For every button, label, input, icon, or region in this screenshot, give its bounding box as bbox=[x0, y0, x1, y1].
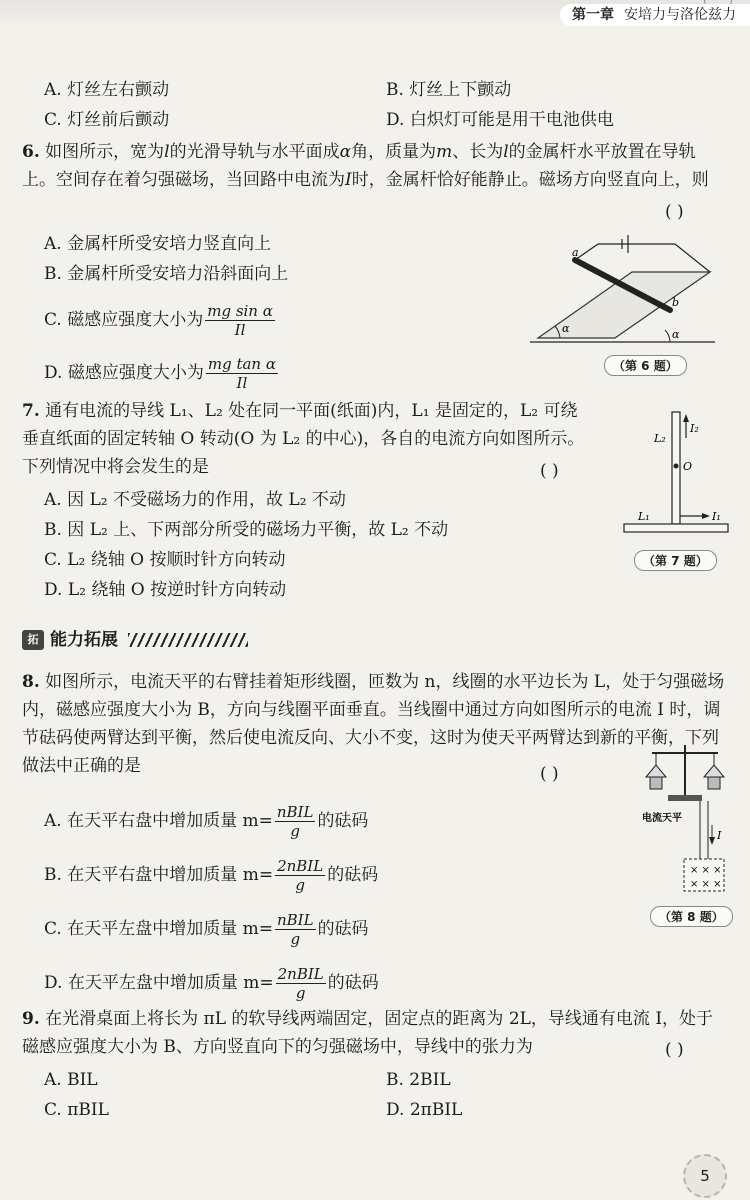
q6-option-d-fraction bbox=[206, 355, 278, 392]
q8-option-c-fraction bbox=[275, 911, 316, 948]
q6-option-a: A. 金属杆所受安培力竖直向上 bbox=[44, 234, 272, 254]
q6-var-alpha: α bbox=[339, 142, 352, 162]
denominator: g bbox=[290, 822, 300, 840]
q6-number: 6. bbox=[22, 142, 40, 162]
q8-text: 如图所示，电流天平的右臂挂着矩形线圈，匝数为 n，线圈的水平边长为 L，处于匀强磁场内，磁感应强度大小为 B，方向与线圈平面垂直。当线圈中通过方向如图所示的电流 I 时，调节砝码使两臂达到平衡，然后使电流反向、大小不变，这时为使天平两臂达到新的平衡，下列做法中正确的是 bbox=[22, 672, 725, 776]
q6-text: 如图所示，宽为 bbox=[45, 142, 165, 162]
q7-figure-wires bbox=[620, 408, 730, 538]
chapter-header bbox=[560, 4, 750, 26]
q7-fig-label-i2: I₂ bbox=[690, 422, 699, 435]
section-heading bbox=[22, 627, 248, 653]
q6-option-d-text: D. 磁感应强度大小为 bbox=[44, 363, 204, 383]
q7-fig-label-i1: I₁ bbox=[712, 510, 721, 523]
svg-text:× × ×: × × × bbox=[690, 865, 722, 876]
q9-option-d: D. 2πBIL bbox=[386, 1100, 463, 1120]
q6-option-c bbox=[44, 302, 277, 339]
q8-option-a-text: A. 在天平右盘中增加质量 m= bbox=[44, 811, 273, 831]
q8-option-d-fraction bbox=[276, 965, 326, 1002]
numerator: 2nBIL bbox=[277, 965, 324, 983]
section-title: 能力拓展 bbox=[50, 630, 118, 650]
q8-option-a bbox=[44, 803, 368, 840]
q6-option-b: B. 金属杆所受安培力沿斜面向上 bbox=[44, 264, 289, 284]
denominator: g bbox=[290, 930, 301, 948]
q5-option-b: B. 灯丝上下颤动 bbox=[386, 80, 512, 100]
q8-fig-label-i: I bbox=[717, 829, 722, 842]
q9-stem bbox=[22, 1005, 728, 1061]
numerator: mg tan α bbox=[207, 355, 276, 373]
q7-figure-caption: （第 7 题） bbox=[634, 550, 717, 571]
denominator: g bbox=[295, 984, 306, 1002]
q8-number: 8. bbox=[22, 672, 40, 692]
q8-answer-paren: ( ) bbox=[540, 764, 559, 784]
q7-option-b: B. 因 L₂ 上、下两部分所受的磁场力平衡，故 L₂ 不动 bbox=[44, 520, 449, 540]
numerator: nBIL bbox=[276, 911, 314, 929]
q6-fig-label-b: b bbox=[672, 296, 680, 309]
q8-option-c bbox=[44, 911, 369, 948]
q9-option-b: B. 2BIL bbox=[386, 1070, 451, 1090]
q6-var-l: l bbox=[503, 142, 509, 162]
q9-answer-paren: ( ) bbox=[665, 1040, 684, 1060]
numerator: 2nBIL bbox=[277, 857, 324, 875]
q7-number: 7. bbox=[22, 401, 40, 421]
q7-fig-label-l2: L₂ bbox=[654, 432, 666, 445]
q8-option-c-text: C. 在天平左盘中增加质量 m= bbox=[44, 919, 273, 939]
q6-answer-paren: ( ) bbox=[665, 202, 684, 222]
q8-option-b-suffix: 的砝码 bbox=[327, 865, 379, 885]
q7-fig-label-o: O bbox=[683, 460, 693, 473]
q8-option-b bbox=[44, 857, 378, 894]
denominator: g bbox=[295, 876, 305, 894]
q9-option-c: C. πBIL bbox=[44, 1100, 109, 1120]
q8-figure-current-balance bbox=[640, 735, 730, 900]
q7-answer-paren: ( ) bbox=[540, 461, 559, 481]
q9-number: 9. bbox=[22, 1009, 40, 1029]
q5-option-d: D. 白炽灯可能是用干电池供电 bbox=[386, 110, 614, 130]
q8-option-a-fraction bbox=[275, 803, 316, 840]
q6-text: 的金属杆水平放置在导轨上。空间存在着匀强磁场，当回路中电流为 bbox=[22, 142, 696, 190]
q8-fig-label-balance: 电流天平 bbox=[642, 813, 682, 824]
hatch-decoration bbox=[128, 633, 248, 647]
section-badge-icon: 拓 bbox=[22, 630, 44, 650]
q7-option-a: A. 因 L₂ 不受磁场力的作用，故 L₂ 不动 bbox=[44, 490, 346, 510]
q6-var-m: m bbox=[436, 142, 453, 162]
q6-text: 角，质量为 bbox=[351, 142, 437, 162]
q9-option-a: A. BIL bbox=[44, 1070, 98, 1090]
q8-option-b-text: B. 在天平右盘中增加质量 m= bbox=[44, 865, 274, 885]
page-number: 5 bbox=[683, 1154, 727, 1198]
q8-option-c-suffix: 的砝码 bbox=[317, 919, 369, 939]
q7-stem bbox=[22, 397, 592, 481]
q5-option-c: C. 灯丝前后颤动 bbox=[44, 110, 170, 130]
q6-var-i: I bbox=[345, 170, 352, 190]
q8-option-a-suffix: 的砝码 bbox=[317, 811, 369, 831]
q6-fig-label-a: a bbox=[572, 246, 579, 259]
q6-option-c-fraction bbox=[205, 302, 275, 339]
q6-text: 、长为 bbox=[452, 142, 504, 162]
q7-text: 通有电流的导线 L₁、L₂ 处在同一平面(纸面)内，L₁ 是固定的，L₂ 可绕垂直纸面的固定转轴 O 转动(O 为 L₂ 的中心)，各自的电流方向如图所示。下列情况中将会发生的是 bbox=[22, 401, 585, 477]
chapter-number: 第一章 bbox=[572, 7, 614, 23]
q8-option-d bbox=[44, 965, 379, 1002]
q6-option-d bbox=[44, 355, 280, 392]
q7-fig-label-l1: L₁ bbox=[638, 510, 650, 523]
q7-option-c: C. L₂ 绕轴 O 按顺时针方向转动 bbox=[44, 550, 286, 570]
q6-fig-label-alpha: α bbox=[562, 322, 570, 335]
q8-option-d-suffix: 的砝码 bbox=[327, 973, 379, 993]
denominator: Il bbox=[236, 374, 248, 392]
q6-fig-label-alpha-2: α bbox=[672, 328, 680, 341]
chapter-title: 安培力与洛伦兹力 bbox=[624, 7, 736, 23]
q7-option-d: D. L₂ 绕轴 O 按逆时针方向转动 bbox=[44, 580, 287, 600]
q6-figure-inclined-rails bbox=[520, 230, 720, 360]
numerator: nBIL bbox=[276, 803, 314, 821]
svg-text:× × ×: × × × bbox=[690, 879, 722, 890]
q9-text: 在光滑桌面上将长为 πL 的软导线两端固定，固定点的距离为 2L，导线通有电流 I，处于磁感应强度大小为 B、方向竖直向下的匀强磁场中，导线中的张力为 bbox=[22, 1009, 714, 1057]
q6-stem bbox=[22, 138, 728, 194]
q8-option-d-text: D. 在天平左盘中增加质量 m= bbox=[44, 973, 274, 993]
numerator: mg sin α bbox=[207, 302, 273, 320]
q8-figure-caption: （第 8 题） bbox=[650, 906, 733, 927]
q6-option-c-text: C. 磁感应强度大小为 bbox=[44, 310, 204, 330]
q8-stem bbox=[22, 668, 728, 780]
q6-text: 的光滑导轨与水平面成 bbox=[169, 142, 340, 162]
q6-text: 时，金属杆恰好能静止。磁场方向竖直向上，则 bbox=[351, 170, 709, 190]
denominator: Il bbox=[234, 321, 246, 339]
q5-option-a: A. 灯丝左右颤动 bbox=[44, 80, 170, 100]
q6-var-l: l bbox=[164, 142, 170, 162]
q6-figure-caption: （第 6 题） bbox=[604, 355, 687, 376]
q8-option-b-fraction bbox=[275, 857, 325, 894]
